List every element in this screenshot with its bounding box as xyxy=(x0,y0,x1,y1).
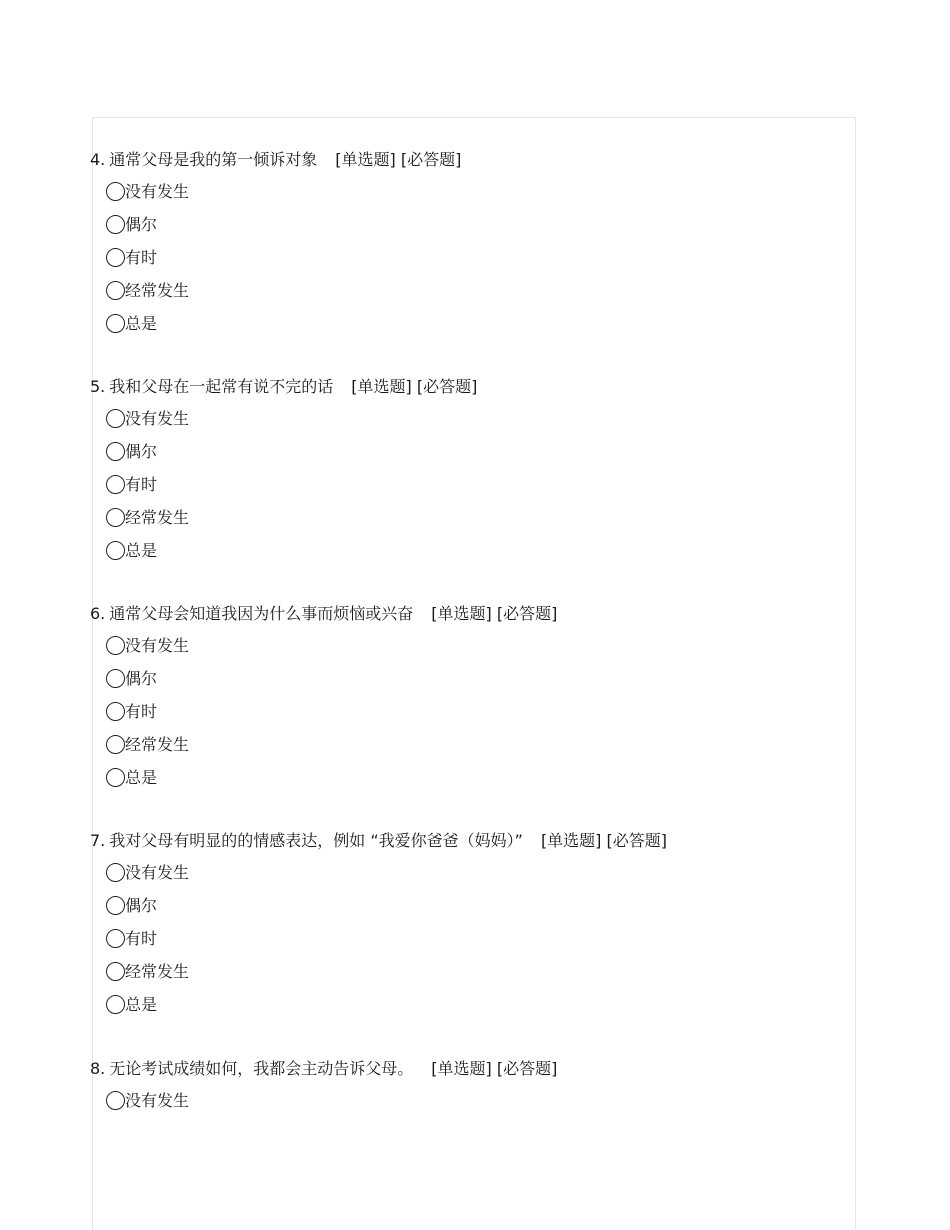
radio-button[interactable] xyxy=(106,281,125,300)
question-number: 7. xyxy=(90,831,106,850)
radio-button[interactable] xyxy=(106,768,125,787)
option-list xyxy=(90,1090,850,1123)
radio-button[interactable] xyxy=(106,896,125,915)
option-label: 有时 xyxy=(125,929,158,948)
option-sometimes[interactable] xyxy=(90,474,850,507)
question-5 xyxy=(90,376,850,573)
option-never[interactable] xyxy=(90,408,850,441)
option-occasionally[interactable] xyxy=(90,214,850,247)
question-type-tag: [单选题] [必答题] xyxy=(335,150,462,169)
question-number: 5. xyxy=(90,377,106,396)
option-always[interactable] xyxy=(90,313,850,346)
radio-button[interactable] xyxy=(106,636,125,655)
radio-button[interactable] xyxy=(106,442,125,461)
radio-button[interactable] xyxy=(106,182,125,201)
option-label: 总是 xyxy=(125,768,158,787)
question-7 xyxy=(90,830,850,1027)
question-text: 无论考试成绩如何，我都会主动告诉父母。 xyxy=(109,1059,414,1078)
radio-button[interactable] xyxy=(106,863,125,882)
question-type-tag: [单选题] [必答题] xyxy=(431,1059,558,1078)
question-number: 8. xyxy=(90,1059,106,1078)
option-often[interactable] xyxy=(90,961,850,994)
option-list xyxy=(90,181,850,346)
radio-button[interactable] xyxy=(106,735,125,754)
radio-button[interactable] xyxy=(106,314,125,333)
option-never[interactable] xyxy=(90,1090,850,1123)
question-title xyxy=(90,830,850,852)
option-label: 经常发生 xyxy=(125,508,190,527)
question-6 xyxy=(90,603,850,800)
question-title xyxy=(90,1058,850,1080)
option-label: 有时 xyxy=(125,248,158,267)
radio-button[interactable] xyxy=(106,508,125,527)
radio-button[interactable] xyxy=(106,669,125,688)
option-label: 偶尔 xyxy=(125,442,158,461)
question-type-tag: [单选题] [必答题] xyxy=(351,377,478,396)
radio-button[interactable] xyxy=(106,409,125,428)
option-label: 有时 xyxy=(125,475,158,494)
option-label: 偶尔 xyxy=(125,215,158,234)
question-text: 通常父母会知道我因为什么事而烦恼或兴奋 xyxy=(109,604,414,623)
radio-button[interactable] xyxy=(106,702,125,721)
option-often[interactable] xyxy=(90,734,850,767)
option-always[interactable] xyxy=(90,767,850,800)
option-label: 没有发生 xyxy=(125,182,190,201)
option-list xyxy=(90,408,850,573)
radio-button[interactable] xyxy=(106,475,125,494)
option-label: 经常发生 xyxy=(125,281,190,300)
question-title xyxy=(90,376,850,398)
option-label: 没有发生 xyxy=(125,1091,190,1110)
radio-button[interactable] xyxy=(106,248,125,267)
option-label: 没有发生 xyxy=(125,409,190,428)
option-label: 有时 xyxy=(125,702,158,721)
question-title xyxy=(90,603,850,625)
radio-button[interactable] xyxy=(106,541,125,560)
option-occasionally[interactable] xyxy=(90,668,850,701)
option-often[interactable] xyxy=(90,507,850,540)
option-often[interactable] xyxy=(90,280,850,313)
option-label: 总是 xyxy=(125,314,158,333)
option-label: 经常发生 xyxy=(125,962,190,981)
radio-button[interactable] xyxy=(106,929,125,948)
question-number: 4. xyxy=(90,150,106,169)
option-sometimes[interactable] xyxy=(90,701,850,734)
option-label: 偶尔 xyxy=(125,896,158,915)
option-never[interactable] xyxy=(90,862,850,895)
radio-button[interactable] xyxy=(106,215,125,234)
question-type-tag: [单选题] [必答题] xyxy=(540,831,667,850)
question-text: 我对父母有明显的的情感表达，例如 “我爱你爸爸（妈妈）” xyxy=(109,831,523,850)
option-never[interactable] xyxy=(90,635,850,668)
question-text: 我和父母在一起常有说不完的话 xyxy=(109,377,334,396)
radio-button[interactable] xyxy=(106,962,125,981)
option-label: 没有发生 xyxy=(125,863,190,882)
option-label: 总是 xyxy=(125,541,158,560)
option-label: 经常发生 xyxy=(125,735,190,754)
question-text: 通常父母是我的第一倾诉对象 xyxy=(109,150,318,169)
option-occasionally[interactable] xyxy=(90,441,850,474)
option-always[interactable] xyxy=(90,540,850,573)
question-8 xyxy=(90,1058,850,1123)
option-sometimes[interactable] xyxy=(90,247,850,280)
question-type-tag: [单选题] [必答题] xyxy=(431,604,558,623)
question-4 xyxy=(90,149,850,346)
radio-button[interactable] xyxy=(106,1091,125,1110)
option-list xyxy=(90,635,850,800)
option-list xyxy=(90,862,850,1027)
option-occasionally[interactable] xyxy=(90,895,850,928)
option-label: 偶尔 xyxy=(125,669,158,688)
option-sometimes[interactable] xyxy=(90,928,850,961)
question-number: 6. xyxy=(90,604,106,623)
option-never[interactable] xyxy=(90,181,850,214)
option-label: 没有发生 xyxy=(125,636,190,655)
radio-button[interactable] xyxy=(106,995,125,1014)
question-title xyxy=(90,149,850,171)
option-label: 总是 xyxy=(125,995,158,1014)
option-always[interactable] xyxy=(90,994,850,1027)
